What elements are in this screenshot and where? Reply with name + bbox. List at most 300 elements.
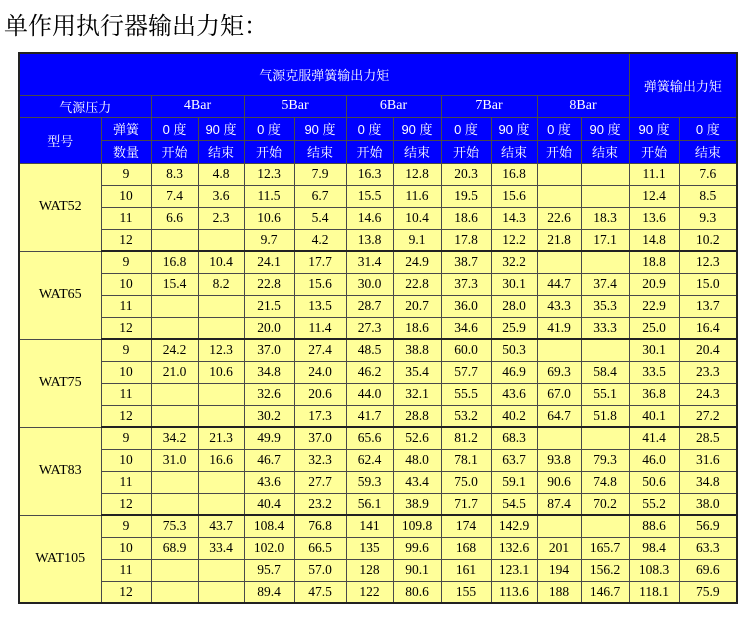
air-torque-cell: 113.6 — [491, 581, 537, 603]
table-row — [19, 207, 737, 229]
position-header: 开始 — [346, 140, 393, 163]
air-torque-cell: 76.8 — [294, 515, 346, 537]
model-cell: WAT65 — [19, 251, 101, 339]
spring-count-cell: 12 — [101, 405, 151, 427]
spring-count-cell: 12 — [101, 229, 151, 251]
air-torque-cell: 15.4 — [151, 273, 198, 295]
air-torque-cell: 71.7 — [441, 493, 491, 515]
air-torque-cell: 20.0 — [244, 317, 294, 339]
air-torque-cell — [198, 317, 244, 339]
air-torque-cell — [581, 515, 629, 537]
air-torque-cell — [537, 185, 581, 207]
air-torque-cell: 27.4 — [294, 339, 346, 361]
air-torque-cell: 51.8 — [581, 405, 629, 427]
air-torque-cell: 108.4 — [244, 515, 294, 537]
air-torque-cell: 194 — [537, 559, 581, 581]
air-torque-cell: 12.3 — [198, 339, 244, 361]
model-cell: WAT75 — [19, 339, 101, 427]
air-torque-cell: 13.8 — [346, 229, 393, 251]
air-torque-cell: 102.0 — [244, 537, 294, 559]
air-torque-cell — [581, 251, 629, 273]
pressure-header-4bar: 4Bar — [151, 95, 244, 117]
air-torque-cell: 21.5 — [244, 295, 294, 317]
spring-count-cell: 10 — [101, 449, 151, 471]
pressure-header-6bar: 6Bar — [346, 95, 441, 117]
spring-count-cell: 12 — [101, 317, 151, 339]
air-torque-cell: 48.0 — [393, 449, 441, 471]
air-torque-cell: 43.3 — [537, 295, 581, 317]
table-row — [19, 559, 737, 581]
air-torque-cell: 90.1 — [393, 559, 441, 581]
spring-count-cell: 12 — [101, 493, 151, 515]
angle-header: 90 度 — [491, 117, 537, 140]
spring-torque-cell: 34.8 — [679, 471, 737, 493]
header-row-positions — [19, 140, 737, 163]
spring-torque-cell: 13.6 — [629, 207, 679, 229]
air-torque-cell: 17.3 — [294, 405, 346, 427]
air-torque-cell: 38.8 — [393, 339, 441, 361]
table-row — [19, 163, 737, 185]
air-torque-cell: 50.3 — [491, 339, 537, 361]
spring-torque-cell: 11.1 — [629, 163, 679, 185]
air-torque-cell: 22.8 — [393, 273, 441, 295]
air-torque-cell — [151, 581, 198, 603]
spring-torque-cell: 28.5 — [679, 427, 737, 449]
air-torque-cell: 11.6 — [393, 185, 441, 207]
air-torque-cell: 17.8 — [441, 229, 491, 251]
spring-count-cell: 11 — [101, 295, 151, 317]
air-torque-cell — [581, 163, 629, 185]
air-torque-cell: 123.1 — [491, 559, 537, 581]
position-header: 结束 — [491, 140, 537, 163]
table-row — [19, 515, 737, 537]
air-torque-cell — [198, 405, 244, 427]
air-torque-cell: 34.8 — [244, 361, 294, 383]
spring-angle-header: 90 度 — [629, 117, 679, 140]
spring-torque-cell: 63.3 — [679, 537, 737, 559]
spring-torque-cell: 25.0 — [629, 317, 679, 339]
air-torque-cell: 23.2 — [294, 493, 346, 515]
spring-torque-cell: 108.3 — [629, 559, 679, 581]
air-torque-cell: 63.7 — [491, 449, 537, 471]
air-torque-cell: 70.2 — [581, 493, 629, 515]
spring-torque-cell: 41.4 — [629, 427, 679, 449]
air-torque-group-header: 气源克服弹簧输出力矩 — [19, 53, 629, 95]
air-torque-cell: 30.0 — [346, 273, 393, 295]
spring-torque-cell: 15.0 — [679, 273, 737, 295]
air-torque-cell: 24.1 — [244, 251, 294, 273]
position-header: 开始 — [244, 140, 294, 163]
air-torque-cell: 18.3 — [581, 207, 629, 229]
spring-count-cell: 9 — [101, 163, 151, 185]
spring-count-cell: 11 — [101, 471, 151, 493]
air-torque-cell: 67.0 — [537, 383, 581, 405]
spring-torque-cell: 12.3 — [679, 251, 737, 273]
air-torque-cell: 68.9 — [151, 537, 198, 559]
air-torque-cell: 10.6 — [244, 207, 294, 229]
air-torque-cell: 135 — [346, 537, 393, 559]
spring-torque-cell: 14.8 — [629, 229, 679, 251]
spring-count-cell: 11 — [101, 383, 151, 405]
model-cell: WAT52 — [19, 163, 101, 251]
spring-torque-cell: 16.4 — [679, 317, 737, 339]
air-torque-cell: 33.3 — [581, 317, 629, 339]
air-torque-cell: 57.7 — [441, 361, 491, 383]
air-torque-cell: 174 — [441, 515, 491, 537]
air-torque-cell: 10.4 — [198, 251, 244, 273]
spring-torque-cell: 75.9 — [679, 581, 737, 603]
spring-torque-cell: 33.5 — [629, 361, 679, 383]
air-torque-cell: 19.5 — [441, 185, 491, 207]
angle-header: 90 度 — [198, 117, 244, 140]
air-torque-cell — [151, 471, 198, 493]
air-torque-cell: 21.3 — [198, 427, 244, 449]
air-torque-cell: 80.6 — [393, 581, 441, 603]
air-torque-cell: 40.4 — [244, 493, 294, 515]
spring-torque-cell: 30.1 — [629, 339, 679, 361]
air-torque-cell — [537, 427, 581, 449]
air-torque-cell: 30.2 — [244, 405, 294, 427]
model-column-header: 型号 — [19, 117, 101, 163]
spring-torque-cell: 55.2 — [629, 493, 679, 515]
table-row — [19, 361, 737, 383]
spring-torque-cell: 46.0 — [629, 449, 679, 471]
air-torque-cell: 56.1 — [346, 493, 393, 515]
air-torque-cell: 78.1 — [441, 449, 491, 471]
air-torque-cell: 27.3 — [346, 317, 393, 339]
air-torque-cell: 201 — [537, 537, 581, 559]
air-torque-cell — [537, 339, 581, 361]
air-torque-cell: 18.6 — [393, 317, 441, 339]
air-torque-cell: 20.3 — [441, 163, 491, 185]
air-torque-cell: 35.4 — [393, 361, 441, 383]
air-pressure-label: 气源压力 — [19, 95, 151, 117]
air-torque-cell: 54.5 — [491, 493, 537, 515]
header-row-angles — [19, 117, 737, 140]
spring-torque-cell: 69.6 — [679, 559, 737, 581]
air-torque-cell: 7.4 — [151, 185, 198, 207]
air-torque-cell: 60.0 — [441, 339, 491, 361]
air-torque-cell: 21.8 — [537, 229, 581, 251]
air-torque-cell: 43.6 — [244, 471, 294, 493]
air-torque-cell: 93.8 — [537, 449, 581, 471]
spring-count-header-bottom: 数量 — [101, 140, 151, 163]
air-torque-cell — [151, 317, 198, 339]
spring-count-cell: 9 — [101, 251, 151, 273]
spring-torque-cell: 118.1 — [629, 581, 679, 603]
air-torque-cell: 24.2 — [151, 339, 198, 361]
air-torque-cell: 20.7 — [393, 295, 441, 317]
air-torque-cell: 37.3 — [441, 273, 491, 295]
air-torque-cell: 38.9 — [393, 493, 441, 515]
air-torque-cell: 161 — [441, 559, 491, 581]
air-torque-cell: 10.4 — [393, 207, 441, 229]
air-torque-cell: 24.9 — [393, 251, 441, 273]
position-header: 开始 — [537, 140, 581, 163]
air-torque-cell: 14.6 — [346, 207, 393, 229]
spring-count-cell: 9 — [101, 339, 151, 361]
air-torque-cell: 34.6 — [441, 317, 491, 339]
air-torque-cell: 142.9 — [491, 515, 537, 537]
table-row — [19, 383, 737, 405]
air-torque-cell: 46.9 — [491, 361, 537, 383]
header-row-groups — [19, 53, 737, 95]
table-row — [19, 273, 737, 295]
spring-torque-cell: 8.5 — [679, 185, 737, 207]
air-torque-cell — [581, 427, 629, 449]
air-torque-cell: 168 — [441, 537, 491, 559]
air-torque-cell: 6.6 — [151, 207, 198, 229]
air-torque-cell: 8.2 — [198, 273, 244, 295]
air-torque-cell: 87.4 — [537, 493, 581, 515]
air-torque-cell: 41.9 — [537, 317, 581, 339]
air-torque-cell: 3.6 — [198, 185, 244, 207]
spring-torque-cell: 31.6 — [679, 449, 737, 471]
pressure-header-5bar: 5Bar — [244, 95, 346, 117]
air-torque-cell: 65.6 — [346, 427, 393, 449]
air-torque-cell: 95.7 — [244, 559, 294, 581]
spring-torque-cell: 13.7 — [679, 295, 737, 317]
model-cell: WAT83 — [19, 427, 101, 515]
page-title: 单作用执行器输出力矩： — [4, 12, 268, 40]
spring-torque-cell: 38.0 — [679, 493, 737, 515]
spring-torque-cell: 9.3 — [679, 207, 737, 229]
air-torque-cell: 59.3 — [346, 471, 393, 493]
air-torque-cell: 37.0 — [294, 427, 346, 449]
air-torque-cell — [537, 163, 581, 185]
air-torque-cell: 11.5 — [244, 185, 294, 207]
spring-torque-cell: 50.6 — [629, 471, 679, 493]
table-row — [19, 449, 737, 471]
air-torque-cell — [198, 559, 244, 581]
model-cell: WAT105 — [19, 515, 101, 603]
spring-count-cell: 9 — [101, 515, 151, 537]
spring-torque-cell: 18.8 — [629, 251, 679, 273]
air-torque-cell: 9.7 — [244, 229, 294, 251]
air-torque-cell — [198, 383, 244, 405]
table-row — [19, 581, 737, 603]
air-torque-cell: 28.8 — [393, 405, 441, 427]
air-torque-cell: 5.4 — [294, 207, 346, 229]
air-torque-cell — [151, 559, 198, 581]
air-torque-cell: 31.0 — [151, 449, 198, 471]
table-row — [19, 427, 737, 449]
air-torque-cell: 22.6 — [537, 207, 581, 229]
air-torque-cell — [151, 405, 198, 427]
air-torque-cell: 15.6 — [491, 185, 537, 207]
position-header: 结束 — [581, 140, 629, 163]
position-header: 结束 — [294, 140, 346, 163]
table-row — [19, 405, 737, 427]
air-torque-cell: 12.2 — [491, 229, 537, 251]
spring-count-cell: 11 — [101, 559, 151, 581]
air-torque-cell: 55.1 — [581, 383, 629, 405]
air-torque-cell: 31.4 — [346, 251, 393, 273]
air-torque-cell: 155 — [441, 581, 491, 603]
spring-position-header: 结束 — [679, 140, 737, 163]
air-torque-cell: 12.8 — [393, 163, 441, 185]
air-torque-cell: 16.8 — [151, 251, 198, 273]
table-body — [19, 163, 737, 603]
air-torque-cell: 89.4 — [244, 581, 294, 603]
spring-torque-group-header: 弹簧输出力矩 — [629, 53, 737, 117]
air-torque-cell: 2.3 — [198, 207, 244, 229]
air-torque-cell: 132.6 — [491, 537, 537, 559]
table-row — [19, 339, 737, 361]
air-torque-cell: 64.7 — [537, 405, 581, 427]
air-torque-cell: 7.9 — [294, 163, 346, 185]
angle-header: 0 度 — [244, 117, 294, 140]
air-torque-cell — [151, 229, 198, 251]
table-header — [19, 53, 737, 163]
air-torque-cell: 81.2 — [441, 427, 491, 449]
air-torque-cell — [198, 295, 244, 317]
position-header: 结束 — [393, 140, 441, 163]
air-torque-cell: 122 — [346, 581, 393, 603]
angle-header: 0 度 — [441, 117, 491, 140]
spring-torque-cell: 22.9 — [629, 295, 679, 317]
angle-header: 0 度 — [537, 117, 581, 140]
air-torque-cell: 165.7 — [581, 537, 629, 559]
spring-torque-cell: 23.3 — [679, 361, 737, 383]
angle-header: 0 度 — [151, 117, 198, 140]
spring-count-cell: 10 — [101, 361, 151, 383]
air-torque-cell: 99.6 — [393, 537, 441, 559]
table-row — [19, 295, 737, 317]
angle-header: 0 度 — [346, 117, 393, 140]
air-torque-cell: 18.6 — [441, 207, 491, 229]
table-row — [19, 317, 737, 339]
air-torque-cell: 4.8 — [198, 163, 244, 185]
spring-torque-cell: 24.3 — [679, 383, 737, 405]
table-row — [19, 185, 737, 207]
angle-header: 90 度 — [581, 117, 629, 140]
table-row — [19, 229, 737, 251]
spring-torque-cell: 20.4 — [679, 339, 737, 361]
air-torque-cell: 11.4 — [294, 317, 346, 339]
air-torque-cell — [198, 471, 244, 493]
position-header: 结束 — [198, 140, 244, 163]
air-torque-cell: 37.0 — [244, 339, 294, 361]
air-torque-cell: 49.9 — [244, 427, 294, 449]
air-torque-cell — [581, 339, 629, 361]
air-torque-cell: 48.5 — [346, 339, 393, 361]
air-torque-cell: 43.7 — [198, 515, 244, 537]
angle-header: 90 度 — [294, 117, 346, 140]
spring-count-cell: 11 — [101, 207, 151, 229]
air-torque-cell: 141 — [346, 515, 393, 537]
air-torque-cell — [198, 493, 244, 515]
table-row — [19, 537, 737, 559]
air-torque-cell: 20.6 — [294, 383, 346, 405]
position-header: 开始 — [151, 140, 198, 163]
air-torque-cell: 27.7 — [294, 471, 346, 493]
air-torque-cell: 43.6 — [491, 383, 537, 405]
spring-torque-cell: 56.9 — [679, 515, 737, 537]
spring-torque-cell: 10.2 — [679, 229, 737, 251]
air-torque-cell — [151, 493, 198, 515]
air-torque-cell: 35.3 — [581, 295, 629, 317]
air-torque-cell: 32.6 — [244, 383, 294, 405]
air-torque-cell: 40.2 — [491, 405, 537, 427]
air-torque-cell: 4.2 — [294, 229, 346, 251]
air-torque-cell: 59.1 — [491, 471, 537, 493]
air-torque-cell: 79.3 — [581, 449, 629, 471]
air-torque-cell — [537, 515, 581, 537]
air-torque-cell — [198, 229, 244, 251]
air-torque-cell: 90.6 — [537, 471, 581, 493]
air-torque-cell: 34.2 — [151, 427, 198, 449]
spring-torque-cell: 12.4 — [629, 185, 679, 207]
air-torque-cell — [151, 383, 198, 405]
spring-torque-cell: 36.8 — [629, 383, 679, 405]
spring-count-cell: 12 — [101, 581, 151, 603]
air-torque-cell: 36.0 — [441, 295, 491, 317]
spring-count-cell: 9 — [101, 427, 151, 449]
air-torque-cell: 62.4 — [346, 449, 393, 471]
air-torque-cell: 16.3 — [346, 163, 393, 185]
air-torque-cell: 146.7 — [581, 581, 629, 603]
air-torque-cell: 32.3 — [294, 449, 346, 471]
air-torque-cell: 14.3 — [491, 207, 537, 229]
air-torque-cell: 24.0 — [294, 361, 346, 383]
air-torque-cell — [537, 251, 581, 273]
position-header: 开始 — [441, 140, 491, 163]
angle-header: 90 度 — [393, 117, 441, 140]
spring-angle-header: 0 度 — [679, 117, 737, 140]
air-torque-cell: 12.3 — [244, 163, 294, 185]
air-torque-cell: 16.6 — [198, 449, 244, 471]
air-torque-cell: 52.6 — [393, 427, 441, 449]
table-row — [19, 493, 737, 515]
air-torque-cell: 10.6 — [198, 361, 244, 383]
table-row — [19, 471, 737, 493]
air-torque-cell: 33.4 — [198, 537, 244, 559]
air-torque-cell: 41.7 — [346, 405, 393, 427]
spring-count-header-top: 弹簧 — [101, 117, 151, 140]
air-torque-cell — [198, 581, 244, 603]
spring-torque-cell: 40.1 — [629, 405, 679, 427]
air-torque-cell: 68.3 — [491, 427, 537, 449]
air-torque-cell: 57.0 — [294, 559, 346, 581]
air-torque-cell: 46.2 — [346, 361, 393, 383]
air-torque-cell: 30.1 — [491, 273, 537, 295]
air-torque-cell: 47.5 — [294, 581, 346, 603]
table-row — [19, 251, 737, 273]
air-torque-cell — [151, 295, 198, 317]
air-torque-cell: 46.7 — [244, 449, 294, 471]
air-torque-cell: 32.1 — [393, 383, 441, 405]
air-torque-cell: 22.8 — [244, 273, 294, 295]
spring-position-header: 开始 — [629, 140, 679, 163]
spring-count-cell: 10 — [101, 273, 151, 295]
air-torque-cell: 15.6 — [294, 273, 346, 295]
air-torque-cell: 28.0 — [491, 295, 537, 317]
air-torque-cell: 58.4 — [581, 361, 629, 383]
air-torque-cell: 8.3 — [151, 163, 198, 185]
air-torque-cell: 69.3 — [537, 361, 581, 383]
air-torque-cell: 44.0 — [346, 383, 393, 405]
air-torque-cell: 9.1 — [393, 229, 441, 251]
spring-count-cell: 10 — [101, 537, 151, 559]
air-torque-cell: 55.5 — [441, 383, 491, 405]
spring-torque-cell: 27.2 — [679, 405, 737, 427]
air-torque-cell: 43.4 — [393, 471, 441, 493]
air-torque-cell: 75.3 — [151, 515, 198, 537]
air-torque-cell: 25.9 — [491, 317, 537, 339]
spring-torque-cell: 20.9 — [629, 273, 679, 295]
air-torque-cell: 38.7 — [441, 251, 491, 273]
